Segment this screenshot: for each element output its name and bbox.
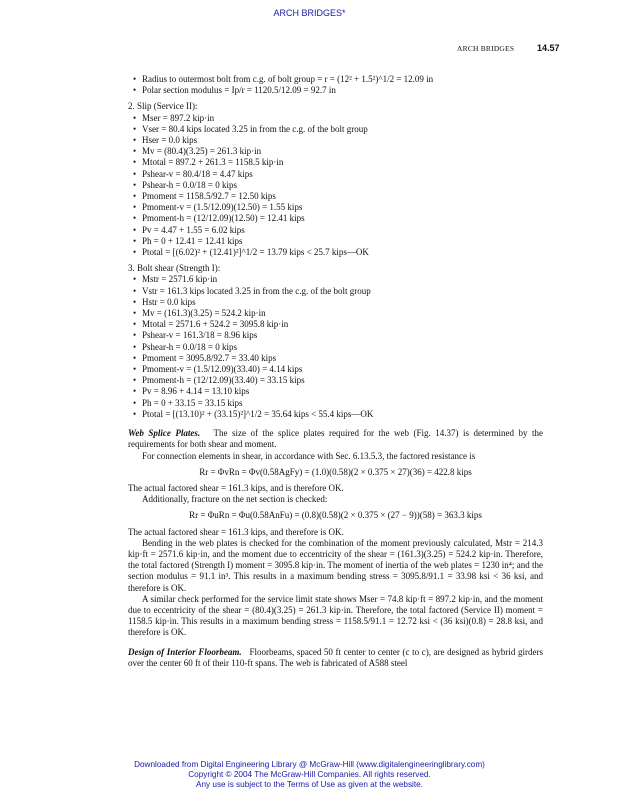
section-3-bullet-item: • Pv = 8.96 + 4.14 = 13.10 kips: [128, 386, 543, 397]
section-3-bullet-item: • Mv = (161.3)(3.25) = 524.2 kip·in: [128, 308, 543, 319]
section-2-bullet-item: • Pmoment = 1158.5/92.7 = 12.50 kips: [128, 191, 543, 202]
section-3-bullet-item: • Hstr = 0.0 kips: [128, 297, 543, 308]
web-splice-text-7: A similar check performed for the service limit state shows Mser = 74.8 kip·ft = 897.2 kip·in, and the moment due to eccentricity of the shear = (80.4)(3.25) = 261.3 kip·in. Therefore, the total factored (Service II) moment = 1158.5 kip·in. This results in a maximum bending stress = 1158.5/91.1 = 12.72 ksi < (36 ksi)(0.8) = 28.8 ksi, and therefore is OK.: [128, 593, 543, 638]
running-head: ARCH BRIDGES: [457, 44, 515, 53]
section-3-bullet-item: • Ph = 0 + 33.15 = 33.15 kips: [128, 398, 543, 409]
section-2-bullet-item: • Ph = 0 + 12.41 = 12.41 kips: [128, 236, 543, 247]
web-splice-text-6: Bending in the web plates is checked for the combination of the moment previously calculated, Mstr = 214.3 kip·ft = 2571.6 kip·in, and the moment due to eccentricity of the shear = (161.3)(3.25) = 524.2 kip·in. Therefore, the total factored (Strength I) moment = 3095.8 kip·in. The moment of inertia of the web plates = 1230 in⁴; and the section modulus = 91.1 in³. This results in a maximum bending stress = 3095.8/91.1 = 33.98 ksi < 36 ksi, and therefore is OK.: [128, 537, 543, 593]
section-2-bullet-item: • Ptotal = [(6.02)² + (12.41)²]^1/2 = 13.79 kips < 25.7 kips—OK: [128, 247, 543, 258]
section-3-bullet-item: • Pmoment = 3095.8/92.7 = 33.40 kips: [128, 353, 543, 364]
section-3-bullet-item: • Pmoment-v = (1.5/12.09)(33.40) = 4.14 kips: [128, 364, 543, 375]
page-footer: [0, 760, 619, 790]
web-splice-text-1: The size of the splice plates required for the web (Fig. 14.37) is determined by the requirements for both shear and moment.: [128, 428, 543, 450]
web-splice-text-2: For connection elements in shear, in accordance with Sec. 6.13.5.3, the factored resistance is: [142, 450, 476, 461]
web-splice-paragraph: [128, 428, 543, 450]
floorbeam-text: Floorbeams, spaced 50 ft center to center (c to c), are designed as hybrid girders over the center 60 ft of their 110-ft spans. The web is fabricated of A588 steel: [128, 646, 543, 668]
section-2-bullet-item: • Pmoment-h = (12/12.09)(12.50) = 12.41 kips: [128, 213, 543, 224]
section-2-bullet-item: • Mtotal = 897.2 + 261.3 = 1158.5 kip·in: [128, 157, 543, 168]
section-2-bullet-item: • Pshear-v = 80.4/18 = 4.47 kips: [128, 169, 543, 180]
equation-2: Rr = ΦuRn = Φu(0.58AnFu) = (0.8)(0.58)(2 × 0.375 × (27 − 9))(58) = 363.3 kips: [189, 510, 482, 521]
floorbeam-heading: Design of Interior Floorbeam.: [128, 646, 242, 657]
top-bullet-item: • Radius to outermost bolt from c.g. of bolt group = r = (12² + 1.5²)^1/2 = 12.09 in: [128, 74, 543, 85]
section-2-bullet-item: • Pmoment-v = (1.5/12.09)(12.50) = 1.55 kips: [128, 202, 543, 213]
section-2-bullet-item: • Mv = (80.4)(3.25) = 261.3 kip·in: [128, 146, 543, 157]
footer-line-1[interactable]: Downloaded from Digital Engineering Library @ McGraw-Hill (www.digitalengineeringlibrary.com): [134, 760, 485, 769]
section-2-bullet-item: • Mser = 897.2 kip·in: [128, 113, 543, 124]
floorbeam-paragraph: [128, 647, 543, 669]
web-splice-text-4: Additionally, fracture on the net section is checked:: [142, 494, 328, 505]
top-bullet-item: • Polar section modulus = Ip/r = 1120.5/12.09 = 92.7 in: [128, 85, 543, 96]
web-splice-heading: Web Splice Plates.: [128, 428, 201, 439]
footer-line-3: Any use is subject to the Terms of Use as given at the website.: [196, 780, 423, 789]
section-3-bullet-item: • Pshear-v = 161.3/18 = 8.96 kips: [128, 330, 543, 341]
section-2-bullet-list: [128, 113, 543, 259]
equation-1: Rr = ΦvRn = Φv(0.58AgFy) = (1.0)(0.58)(2 × 0.375 × 27)(36) = 422.8 kips: [199, 466, 472, 477]
section-3-bullet-item: • Mstr = 2571.6 kip·in: [128, 274, 543, 285]
web-splice-text-3: The actual factored shear = 161.3 kips, and is therefore OK.: [128, 482, 344, 493]
page-content: [128, 74, 543, 669]
page-number: 14.57: [537, 43, 560, 53]
section-3-bullet-item: • Pmoment-h = (12/12.09)(33.40) = 33.15 kips: [128, 375, 543, 386]
page-banner: ARCH BRIDGES*: [273, 8, 346, 18]
section-3-bullet-item: • Mtotal = 2571.6 + 524.2 = 3095.8 kip·in: [128, 319, 543, 330]
web-splice-text-5: The actual factored shear = 161.3 kips, and therefore is OK.: [128, 526, 344, 537]
section-3-bullet-item: • Pshear-h = 0.0/18 = 0 kips: [128, 342, 543, 353]
section-2-bullet-item: • Pshear-h = 0.0/18 = 0 kips: [128, 180, 543, 191]
top-bullet-list: [128, 74, 543, 96]
section-3-bullet-item: • Vstr = 161.3 kips located 3.25 in from the c.g. of the bolt group: [128, 286, 543, 297]
section-2-bullet-item: • Vser = 80.4 kips located 3.25 in from the c.g. of the bolt group: [128, 124, 543, 135]
section-2-bullet-item: • Hser = 0.0 kips: [128, 135, 543, 146]
section-2-bullet-item: • Pv = 4.47 + 1.55 = 6.02 kips: [128, 225, 543, 236]
section-3-bullet-list: [128, 274, 543, 420]
section-3-bullet-item: • Ptotal = [(13.10)² + (33.15)²]^1/2 = 35.64 kips < 55.4 kips—OK: [128, 409, 543, 420]
section-3-heading: 3. Bolt shear (Strength I):: [128, 263, 221, 274]
footer-line-2: Copyright © 2004 The McGraw-Hill Companies. All rights reserved.: [188, 770, 431, 779]
section-2-heading: 2. Slip (Service II):: [128, 101, 198, 112]
